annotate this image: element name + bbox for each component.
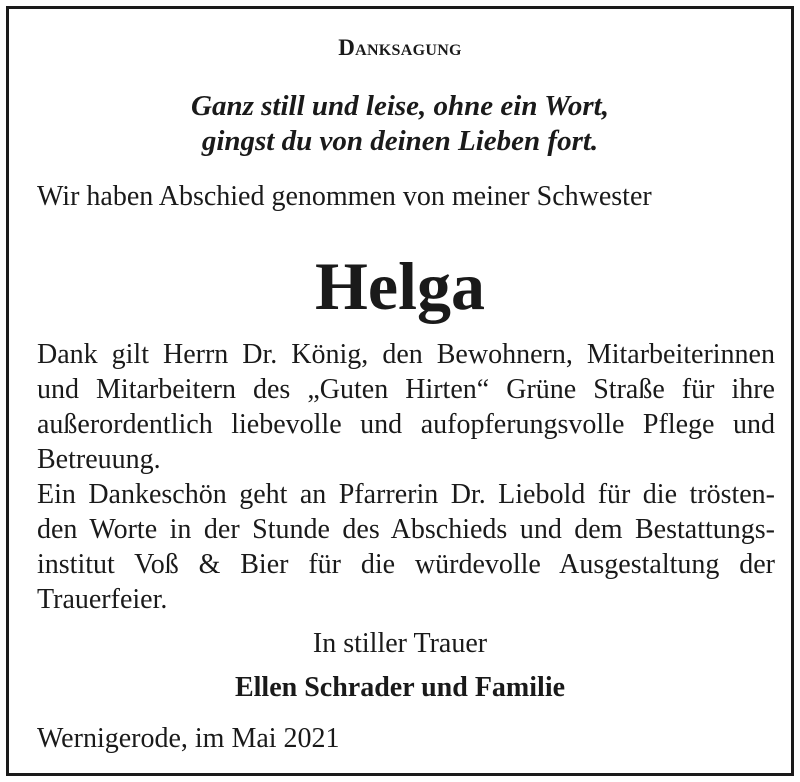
thanks-line: institut Voß & Bier für die würdevolle Ausgestaltung der	[37, 549, 775, 580]
thanks-line: Ein Dankeschön geht an Pfarrerin Dr. Liebold für die trösten-	[37, 479, 775, 510]
poem-line: Ganz still und leise, ohne ein Wort,	[191, 90, 609, 122]
place-date: Wernigerode, im Mai 2021	[37, 723, 340, 754]
family-signature: Ellen Schrader und Familie	[234, 672, 566, 703]
thanks-line: außerordentlich liebevolle und aufopferungsvolle Pflege und	[37, 409, 775, 440]
thanks-text	[37, 337, 775, 617]
thanks-line: und Mitarbeitern des „Guten Hirten“ Grüne Straße für ihre	[37, 374, 775, 405]
mourning-text: In stiller Trauer	[312, 628, 488, 659]
poem	[9, 89, 791, 159]
intro-text: Wir haben Abschied genommen von meiner Schwester	[37, 181, 652, 212]
notice-heading: Danksagung	[338, 35, 462, 60]
deceased-name: Helga	[315, 248, 485, 324]
notice-frame	[6, 6, 794, 776]
thanks-line: den Worte in der Stunde des Abschieds und dem Bestattungs-	[37, 514, 775, 545]
thanks-line: Dank gilt Herrn Dr. König, den Bewohnern, Mitarbeiterinnen	[37, 339, 775, 370]
poem-line: gingst du von deinen Lieben fort.	[201, 125, 599, 157]
thanks-line: Trauerfeier.	[37, 584, 168, 615]
thanks-line: Betreuung.	[37, 444, 161, 475]
